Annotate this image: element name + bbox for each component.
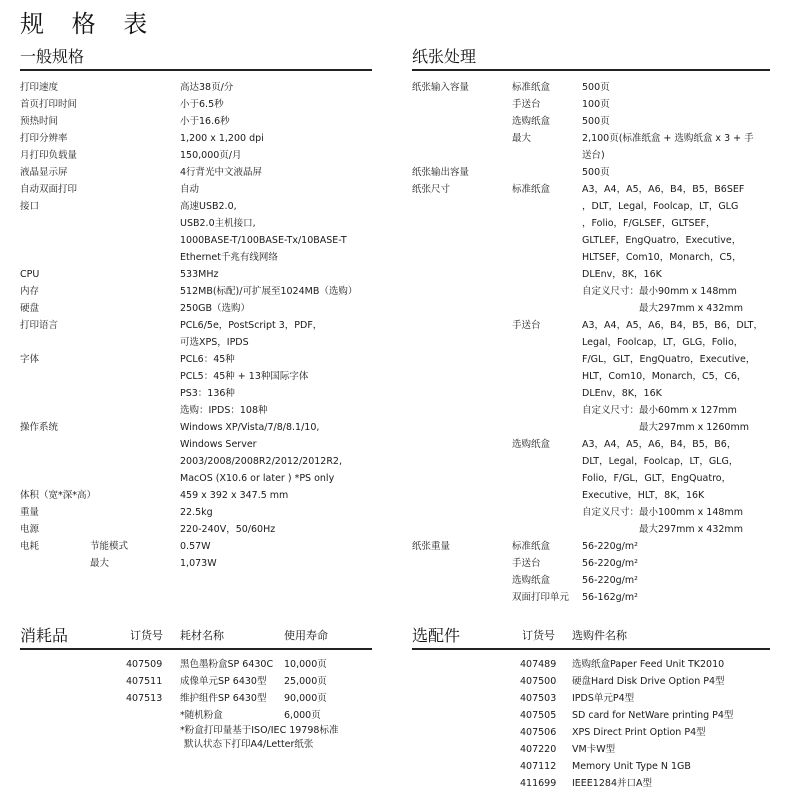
paper-value: [582, 113, 610, 130]
spec-label: 体积（宽*深*高）: [20, 490, 97, 501]
paper-weight: [412, 538, 772, 606]
paper-sub-label: 手送台: [512, 320, 541, 331]
spec-value: [180, 351, 308, 419]
paper-sub-label: 选购纸盒: [512, 439, 551, 450]
consumable-life: 10,000页: [284, 659, 327, 670]
spec-value-line: Ethernet千兆有线网络: [180, 252, 278, 263]
power-sub-label: 节能模式: [90, 541, 129, 552]
spec-value-line: 小于6.5秒: [180, 99, 224, 110]
general-specs-rule: [20, 69, 372, 71]
power-value: 1,073W: [180, 558, 217, 569]
general-specs-heading: 一般规格: [20, 47, 85, 66]
spec-row: [20, 504, 372, 521]
paper-value-line: HLT，Com10，Monarch，C5，C6，: [582, 371, 747, 382]
spec-label: 打印速度: [20, 82, 59, 93]
paper-sub-label: 最大: [512, 133, 532, 144]
paper-value-line: A3，A4，A5，A6，B4，B5，B6SEF: [582, 184, 745, 195]
paper-value: [582, 181, 744, 317]
paper-value-line: GLTLEF，EngQuatro，Executive，: [582, 235, 742, 246]
spec-value: [180, 198, 347, 266]
paper-label: 纸张输入容量: [412, 82, 470, 93]
option-order-no: 411699: [520, 778, 557, 789]
spec-value-line: PCL5：45种 + 13种国际字体: [180, 371, 309, 382]
paper-sub-label: 选购纸盒: [512, 575, 551, 586]
spec-value-line: 可选XPS，IPDS: [180, 337, 249, 348]
spec-value-line: 小于16.6秒: [180, 116, 230, 127]
paper-value-line: 2,100页(标准纸盒 + 选购纸盒 x 3 + 手: [582, 133, 754, 144]
paper-value: [582, 538, 638, 555]
spec-label: CPU: [20, 269, 40, 280]
paper-value-line: 56-162g/m²: [582, 592, 638, 603]
spec-row: [20, 130, 372, 147]
spec-value-line: 1,200 x 1,200 dpi: [180, 133, 264, 144]
paper-value-line: 自定义尺寸：最小100mm x 148mm: [582, 507, 743, 518]
spec-value-line: 2003/2008/2008R2/2012/2012R2,: [180, 456, 342, 467]
spec-label: 硬盘: [20, 303, 40, 314]
paper-label: 纸张尺寸: [412, 184, 451, 195]
spec-value: [180, 130, 264, 147]
spec-row: [20, 351, 372, 419]
spec-row: [20, 147, 372, 164]
consumable-name: 成像单元SP 6430型: [180, 676, 267, 687]
paper-value-line: 56-220g/m²: [582, 541, 638, 552]
paper-sub-label: 标准纸盒: [512, 184, 551, 195]
consumable-name: *随机粉盒: [180, 710, 223, 721]
spec-value: [180, 79, 233, 96]
option-name: Memory Unit Type N 1GB: [572, 761, 691, 772]
spec-label: 打印语言: [20, 320, 59, 331]
option-order-no: 407506: [520, 727, 557, 738]
spec-value-line: Windows XP/Vista/7/8/8.1/10,: [180, 422, 320, 433]
option-row: [0, 758, 780, 775]
consumable-order-no: 407511: [126, 676, 163, 687]
paper-value-line: ，DLT，Legal，Foolcap，LT，GLG: [582, 201, 739, 212]
paper-value: [582, 555, 638, 572]
spec-value-line: 150,000页/月: [180, 150, 242, 161]
spec-value-line: 459 x 392 x 347.5 mm: [180, 490, 289, 501]
spec-row: [20, 487, 372, 504]
option-order-no: 407489: [520, 659, 557, 670]
options-col-order: 订货号: [522, 629, 555, 642]
spec-value-line: 220-240V，50/60Hz: [180, 524, 276, 535]
spec-label: 月打印负载量: [20, 150, 78, 161]
paper-value-line: Folio，F/GL，GLT，EngQuatro，: [582, 473, 732, 484]
option-name: 硬盘Hard Disk Drive Option P4型: [572, 676, 725, 687]
paper-value-line: 最大297mm x 432mm: [582, 303, 743, 314]
option-name: VM卡W型: [572, 744, 616, 755]
spec-value: [180, 283, 357, 300]
paper-value-line: 500页: [582, 82, 610, 93]
paper-sub-label: 标准纸盒: [512, 541, 551, 552]
paper-value-line: DLEnv，8K，16K: [582, 388, 662, 399]
option-name: XPS Direct Print Option P4型: [572, 727, 706, 738]
option-row: [0, 741, 780, 758]
consumables-col-order: 订货号: [130, 629, 163, 642]
consumable-order-no: 407513: [126, 693, 163, 704]
spec-value-line: 自动: [180, 184, 200, 195]
spec-value-line: 选购：IPDS：108种: [180, 405, 268, 416]
option-row: [0, 690, 780, 707]
paper-value-line: 100页: [582, 99, 610, 110]
spec-row: [20, 283, 372, 300]
paper-value-line: 500页: [582, 116, 610, 127]
consumables-heading: 消耗品: [20, 626, 69, 645]
option-name: IEEE1284并口A型: [572, 778, 652, 789]
paper-label: 纸张重量: [412, 541, 451, 552]
spec-label: 接口: [20, 201, 40, 212]
paper-value-line: 最大297mm x 1260mm: [582, 422, 749, 433]
paper-handling-rule: [412, 69, 770, 71]
option-order-no: 407503: [520, 693, 557, 704]
spec-label: 打印分辨率: [20, 133, 68, 144]
spec-label: 字体: [20, 354, 40, 365]
options-rule: [412, 648, 770, 650]
spec-row: [20, 419, 372, 487]
spec-row: [20, 79, 372, 96]
spec-value-line: PS3：136种: [180, 388, 235, 399]
paper-sub-label: 双面打印单元: [512, 592, 570, 603]
consumable-name: 维护组件SP 6430型: [180, 693, 267, 704]
spec-row: [20, 266, 372, 283]
spec-value-line: MacOS (X10.6 or later ) *PS only: [180, 473, 335, 484]
option-row: [0, 673, 780, 690]
power-sub-label: 最大: [90, 558, 110, 569]
paper-sub-label: 手送台: [512, 99, 541, 110]
spec-value: [180, 181, 199, 198]
paper-value-line: 最大297mm x 432mm: [582, 524, 743, 535]
paper-input-capacity: [412, 79, 772, 164]
spec-value: [180, 266, 218, 283]
spec-value-line: 512MB(标配)/可扩展至1024MB（选购）: [180, 286, 358, 297]
paper-value: [582, 436, 743, 538]
spec-value-line: 1000BASE-T/100BASE-Tx/10BASE-T: [180, 235, 347, 246]
consumables-rule: [20, 648, 372, 650]
paper-sub-label: 选购纸盒: [512, 116, 551, 127]
consumable-life: 6,000页: [284, 710, 321, 721]
consumables-note-line: *粉盒打印量基于ISO/IEC 19798标准: [180, 725, 339, 736]
spec-label: 液晶显示屏: [20, 167, 68, 178]
paper-value: [582, 317, 763, 436]
paper-value-line: 自定义尺寸：最小60mm x 127mm: [582, 405, 737, 416]
option-name: SD card for NetWare printing P4型: [572, 710, 734, 721]
paper-value: [582, 589, 638, 606]
consumable-name: 黑色墨粉盒SP 6430C: [180, 659, 274, 670]
paper-value: [582, 572, 638, 589]
paper-size: [412, 181, 772, 538]
spec-label: 重量: [20, 507, 40, 518]
spec-value-line: 533MHz: [180, 269, 219, 280]
spec-row-power: [20, 538, 372, 572]
spec-value-line: PCL6/5e，PostScript 3，PDF，: [180, 320, 323, 331]
paper-value-line: HLTSEF，Com10，Monarch，C5，: [582, 252, 742, 263]
paper-value-line: A3，A4，A5，A6，B4，B5，B6，DLT，: [582, 320, 763, 331]
spec-row: [20, 317, 372, 351]
option-order-no: 407112: [520, 761, 557, 772]
paper-output-capacity: [412, 164, 772, 181]
spec-row: [20, 198, 372, 266]
paper-value: [582, 96, 610, 113]
spec-row: [20, 164, 372, 181]
spec-value: [180, 96, 224, 113]
paper-value-line: ，Folio，F/GLSEF，GLTSEF，: [582, 218, 716, 229]
spec-value: [180, 113, 230, 130]
paper-value-line: Legal，Foolcap，LT，GLG，Folio，: [582, 337, 744, 348]
option-order-no: 407220: [520, 744, 557, 755]
paper-value-line: F/GL，GLT，EngQuatro，Executive，: [582, 354, 756, 365]
spec-value: [180, 164, 262, 181]
paper-value-line: 自定义尺寸：最小90mm x 148mm: [582, 286, 737, 297]
paper-value-line: A3，A4，A5，A6，B4，B5，B6，: [582, 439, 737, 450]
consumable-life: 25,000页: [284, 676, 327, 687]
consumable-order-no: 407509: [126, 659, 163, 670]
spec-label: 操作系统: [20, 422, 59, 433]
spec-value-line: 高达38页/分: [180, 82, 234, 93]
paper-value-line: 56-220g/m²: [582, 575, 638, 586]
spec-label: 自动双面打印: [20, 184, 78, 195]
paper-label: 纸张输出容量: [412, 167, 470, 178]
spec-row: [20, 96, 372, 113]
spec-value: [180, 504, 213, 521]
power-value: 0.57W: [180, 541, 211, 552]
spec-value-line: 22.5kg: [180, 507, 213, 518]
option-row: [0, 724, 780, 741]
spec-value-line: 250GB（选购）: [180, 303, 251, 314]
paper-handling-heading: 纸张处理: [412, 47, 477, 66]
spec-row: [20, 521, 372, 538]
spec-row: [20, 181, 372, 198]
spec-label: 首页打印时间: [20, 99, 78, 110]
paper-sub-label: 手送台: [512, 558, 541, 569]
paper-value-line: DLEnv，8K，16K: [582, 269, 662, 280]
option-row: [0, 707, 780, 724]
option-row: [0, 775, 780, 792]
consumables-note-line: 默认状态下打印A4/Letter纸张: [184, 739, 314, 750]
paper-value: [582, 79, 610, 96]
option-name: IPDS单元P4型: [572, 693, 635, 704]
spec-value-line: USB2.0主机接口,: [180, 218, 256, 229]
spec-value: [180, 300, 250, 317]
paper-value-line: Executive，HLT，8K，16K: [582, 490, 705, 501]
spec-label: 预热时间: [20, 116, 59, 127]
paper-value-line: DLT，Legal，Foolcap，LT，GLG，: [582, 456, 739, 467]
spec-value: [180, 419, 342, 487]
paper-value-line: 送台): [582, 150, 605, 161]
spec-row: [20, 113, 372, 130]
option-name: 选购纸盒Paper Feed Unit TK2010: [572, 659, 725, 670]
spec-label: 电耗: [20, 541, 40, 552]
option-order-no: 407500: [520, 676, 557, 687]
option-order-no: 407505: [520, 710, 557, 721]
paper-sub-label: 标准纸盒: [512, 82, 551, 93]
spec-value-line: 4行背光中文液晶屏: [180, 167, 263, 178]
paper-value: [582, 130, 754, 164]
spec-value-line: Windows Server: [180, 439, 257, 450]
spec-value: [180, 317, 322, 351]
spec-label: 电源: [20, 524, 40, 535]
spec-label: 内存: [20, 286, 40, 297]
spec-value: [180, 487, 288, 504]
spec-value: [180, 521, 275, 538]
paper-value: 500页: [582, 167, 610, 178]
consumable-life: 90,000页: [284, 693, 327, 704]
page-title: 规 格 表: [20, 10, 158, 38]
paper-value-line: 56-220g/m²: [582, 558, 638, 569]
spec-value: [180, 147, 242, 164]
options-heading: 选配件: [412, 626, 461, 645]
consumables-col-name: 耗材名称: [180, 629, 224, 642]
spec-value-line: 高速USB2.0,: [180, 201, 237, 212]
spec-value-line: PCL6：45种: [180, 354, 235, 365]
option-row: [0, 656, 780, 673]
spec-row: [20, 300, 372, 317]
consumables-col-life: 使用寿命: [284, 629, 328, 642]
options-col-name: 选购件名称: [572, 629, 627, 642]
